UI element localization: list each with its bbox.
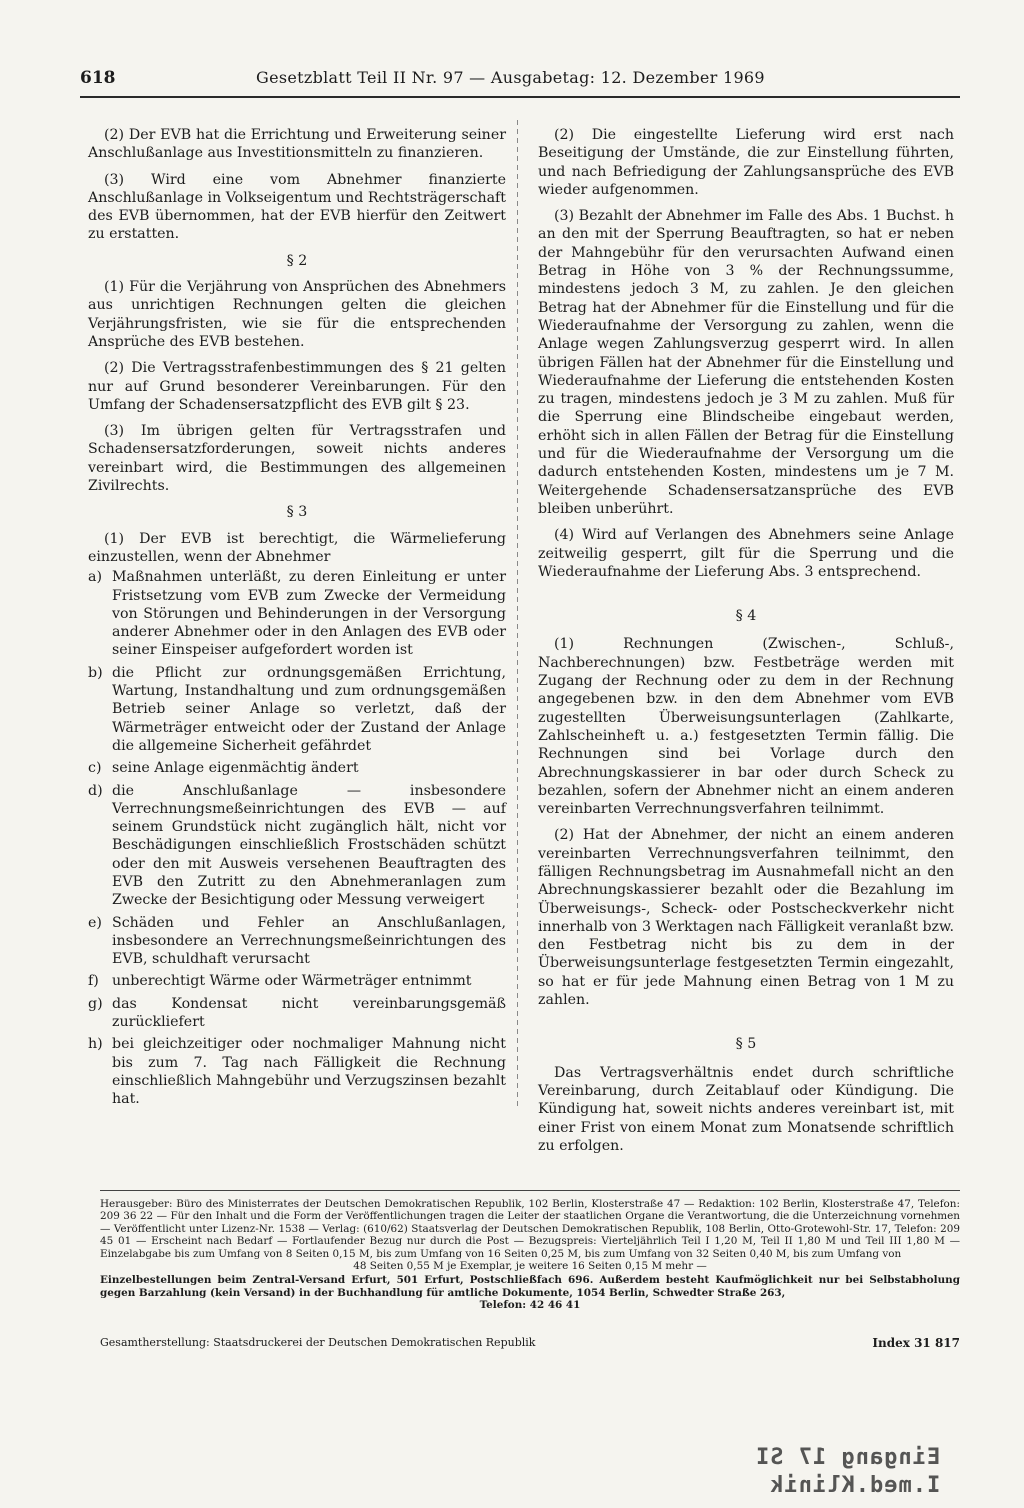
item-text: Schäden und Fehler an Anschlußanlagen, insbesondere an Verrechnungsmeßeinrichtungen des EVB, schuldhaft verursacht: [112, 914, 506, 968]
orders-phone: Telefon: 42 46 41: [479, 1299, 581, 1312]
imprint-text: Herausgeber: Büro des Ministerrates der Deutschen Demokratischen Republik, 102 Berlin, Klosterstraße 47 — Redaktion: 102 Berlin, Klosterstraße 47, Telefon: 209 36 22 — Für den Inhalt und die Form der Veröffentlichungen tragen die Leiter der staatlichen Organe die Verantwortung, die die Unterzeichnung vornehmen — Veröffentlicht unter Lizenz-Nr. 1538 — Verlag: (610/62) Staatsverlag der Deutschen Demokratischen Republik, 108 Berlin, Otto-Grotewohl-Str. 17, Telefon: 209 45 01 — Erscheint nach Bedarf — Fortlaufender Bezug nur durch die Post — Bezugspreis: Vierteljährlich Teil I 1,20 M, Teil II 1,80 M und Teil III 1,80 M — Einzelabgabe bis zum Umfang von 8 Seiten 0,15 M, bis zum Umfang von 16 Seiten 0,25 M, bis zum Umfang von 32 Seiten 0,40 M, bis zum Umfang von: [100, 1198, 960, 1260]
list-item: [88, 759, 506, 777]
running-head: Gesetzblatt Teil II Nr. 97 — Ausgabetag: 12. Dezember 1969: [256, 68, 765, 87]
item-label: e): [88, 914, 102, 931]
page-number: 618: [80, 68, 116, 88]
item-label: f): [88, 973, 99, 990]
orders-text: Einzelbestellungen beim Zentral-Versand Erfurt, 501 Erfurt, Postschließfach 696. Außerdem besteht Kaufmöglichkeit nur bei Selbstabholung gegen Barzahlung (kein Versand) in der Buchhandlung für amtliche Dokumente, 1054 Berlin, Schwedter Straße 263,: [100, 1274, 960, 1299]
paragraph: (3) Bezahlt der Abnehmer im Falle des Abs. 1 Buchst. h an den mit der Sperrung Beauftragten, so hat er neben der Mahngebühr für den verursachten Aufwand einen Betrag in Höhe von 3 % der Rechnungssumme, mindestens jedoch 3 M, zu zahlen. Je den gleichen Betrag hat der Abnehmer für die Einstellung und für die Wiederaufnahme der Versorgung zu zahlen, wenn die Anlage wegen Zahlungsverzug gesperrt wird. In allen übrigen Fällen hat der Abnehmer für die Einstellung und Wiederaufnahme der Lieferung die entstehenden Kosten zu tragen, mindestens jedoch je 3 M zu zahlen. Muß für die Sperrung eine Blindscheibe eingebaut werden, erhöht sich in allen Fällen der Betrag für die Einstellung und für die Wiederaufnahme der Versorgung um die dadurch entstehenden Kosten, mindestens um je 7 M. Weitergehende Schadensersatzansprüche des EVB bleiben unberührt.: [538, 208, 954, 517]
section-heading: § 5: [735, 1036, 757, 1053]
paragraph: (2) Der EVB hat die Errichtung und Erweiterung seiner Anschlußanlage aus Investitionsmitteln zu finanzieren.: [88, 127, 506, 162]
imprint-footer: [100, 1198, 960, 1312]
section-heading: § 4: [735, 608, 757, 625]
item-text: die Anschlußanlage — insbesondere Verrechnungsmeßeinrichtungen des EVB — auf seinem Grundstück nicht zugänglich hält, nicht vor Beschädigungen einschließlich Frostschäden schützt oder den mit Ausweis versehenen Beauftragten des EVB den Zutritt zu den Abnehmeranlagen zum Zwecke der Besichtigung oder Messung verweigert: [112, 782, 506, 909]
stamp-line: Eingang 17 SI: [755, 1445, 941, 1470]
paragraph: (4) Wird auf Verlangen des Abnehmers seine Anlage zeitweilig gesperrt, gilt für die Sperrung und die Wiederaufnahme der Lieferung Abs. 3 entsprechend.: [538, 527, 954, 580]
item-label: g): [88, 995, 103, 1012]
item-text: die Pflicht zur ordnungsgemäßen Errichtung, Wartung, Instandhaltung und zum ordnungsgemäßen Betrieb seiner Anlage so verletzt, daß der Wärmeträger entweicht oder der Zustand der Anlage die allgemeine Sicherheit gefährdet: [112, 664, 506, 754]
list-item: [88, 782, 506, 910]
page-header: [80, 68, 960, 96]
paragraph: (3) Wird eine vom Abnehmer finanzierte Anschlußanlage in Volkseigentum und Rechtsträgerschaft des EVB übernommen, hat der EVB hierfür den Zeitwert zu erstatten.: [88, 171, 506, 243]
stamp-line: I.med.Klinik: [769, 1473, 941, 1498]
section-heading: § 3: [286, 504, 308, 521]
item-label: b): [88, 664, 103, 681]
list-item: [88, 972, 506, 990]
list-item: [88, 664, 506, 755]
footer-rule: [100, 1190, 960, 1191]
conditions-list: [88, 568, 506, 1108]
paragraph: Das Vertragsverhältnis endet durch schriftliche Vereinbarung, durch Zeitablauf oder Kündigung. Die Kündigung hat, soweit nichts anderes vereinbart ist, mit einer Frist von einem Monat zum Monatsende schriftlich zu erfolgen.: [538, 1064, 954, 1154]
paragraph: (1) Rechnungen (Zwischen-, Schluß-, Nachberechnungen) bzw. Festbeträge werden mit Zugang der Rechnung oder zu dem in der Rechnung angegebenen bzw. in den dem Abnehmer vom EVB zugestellten Überweisungsunterlagen (Zahlkarte, Zahlscheinheft u. a.) festgesetzten Termin fällig. Die Rechnungen sind bei Vorlage durch den Abrechnungskassierer in bar oder durch Scheck zu bezahlen, sofern der Abnehmer nicht an einem anderen vereinbarten Verrechnungsverfahren teilnimmt.: [538, 636, 954, 818]
printer-credit: Gesamtherstellung: Staatsdruckerei der Deutschen Demokratischen Republik: [100, 1336, 536, 1349]
item-text: Maßnahmen unterläßt, zu deren Einleitung er unter Fristsetzung vom EVB zum Zwecke der Vermeidung von Störungen und Behinderungen in der Versorgung anderer Abnehmer oder in den Anlagen des EVB oder seiner Einspeiser aufgefordert worden ist: [112, 569, 506, 659]
paragraph: (2) Die eingestellte Lieferung wird erst nach Beseitigung der Umstände, die zur Einstellung führten, und nach Befriedigung der Zahlungsansprüche des EVB wieder aufgenommen.: [538, 127, 954, 198]
list-item: [88, 995, 506, 1032]
item-text: das Kondensat nicht vereinbarungsgemäß zurückliefert: [112, 995, 506, 1031]
item-text: seine Anlage eigenmächtig ändert: [112, 760, 359, 777]
imprint-text-end: 48 Seiten 0,55 M je Exemplar, je weitere 16 Seiten 0,15 M mehr —: [353, 1260, 707, 1273]
list-item: [88, 914, 506, 969]
column-divider: [517, 120, 518, 1110]
library-stamp: [755, 1444, 940, 1500]
header-rule: [80, 96, 960, 98]
paragraph: (2) Die Vertragsstrafenbestimmungen des § 21 gelten nur auf Grund besonderer Vereinbarungen. Für den Umfang der Schadensersatzpflicht des EVB gilt § 23.: [88, 360, 506, 413]
index-number: Index 31 817: [872, 1336, 960, 1350]
item-label: c): [88, 760, 102, 777]
item-label: h): [88, 1036, 103, 1053]
list-item: [88, 568, 506, 659]
paragraph: (1) Für die Verjährung von Ansprüchen des Abnehmers aus unrichtigen Rechnungen gelten die gleichen Verjährungsfristen, wie sie für die entsprechenden Ansprüche des EVB bestehen.: [88, 279, 506, 350]
paragraph: (2) Hat der Abnehmer, der nicht an einem anderen vereinbarten Verrechnungsverfahren teilnimmt, den fälligen Rechnungsbetrag im Ausnahmefall nicht an den Abrechnungskassierer bezahlt oder die Bezahlung im Überweisungs-, Scheck- oder Postscheckverkehr nicht innerhalb von 3 Werktagen nach Fälligkeit veranlaßt bzw. den Festbetrag nicht bis zu dem in der Überweisungsunterlage festgesetzten Termin eingezahlt, so hat er für jede Mahnung einen Betrag von 1 M zu zahlen.: [538, 827, 954, 1009]
item-label: d): [88, 782, 103, 799]
item-text: unberechtigt Wärme oder Wärmeträger entnimmt: [112, 973, 472, 990]
paragraph: (1) Der EVB ist berechtigt, die Wärmelieferung einzustellen, wenn der Abnehmer: [88, 530, 506, 565]
item-label: a): [88, 569, 102, 586]
item-text: bei gleichzeitiger oder nochmaliger Mahnung nicht bis zum 7. Tag nach Fälligkeit die Rechnung einschließlich Mahngebühr und Verzugszinsen bezahlt hat.: [112, 1036, 506, 1108]
right-column: [538, 126, 954, 1163]
section-heading: § 2: [286, 252, 308, 269]
list-item: [88, 1035, 506, 1108]
left-column: [88, 126, 506, 1113]
paragraph: (3) Im übrigen gelten für Vertragsstrafen und Schadensersatzforderungen, soweit nichts anderes vereinbart wird, die Bestimmungen des allgemeinen Zivilrechts.: [88, 423, 506, 495]
